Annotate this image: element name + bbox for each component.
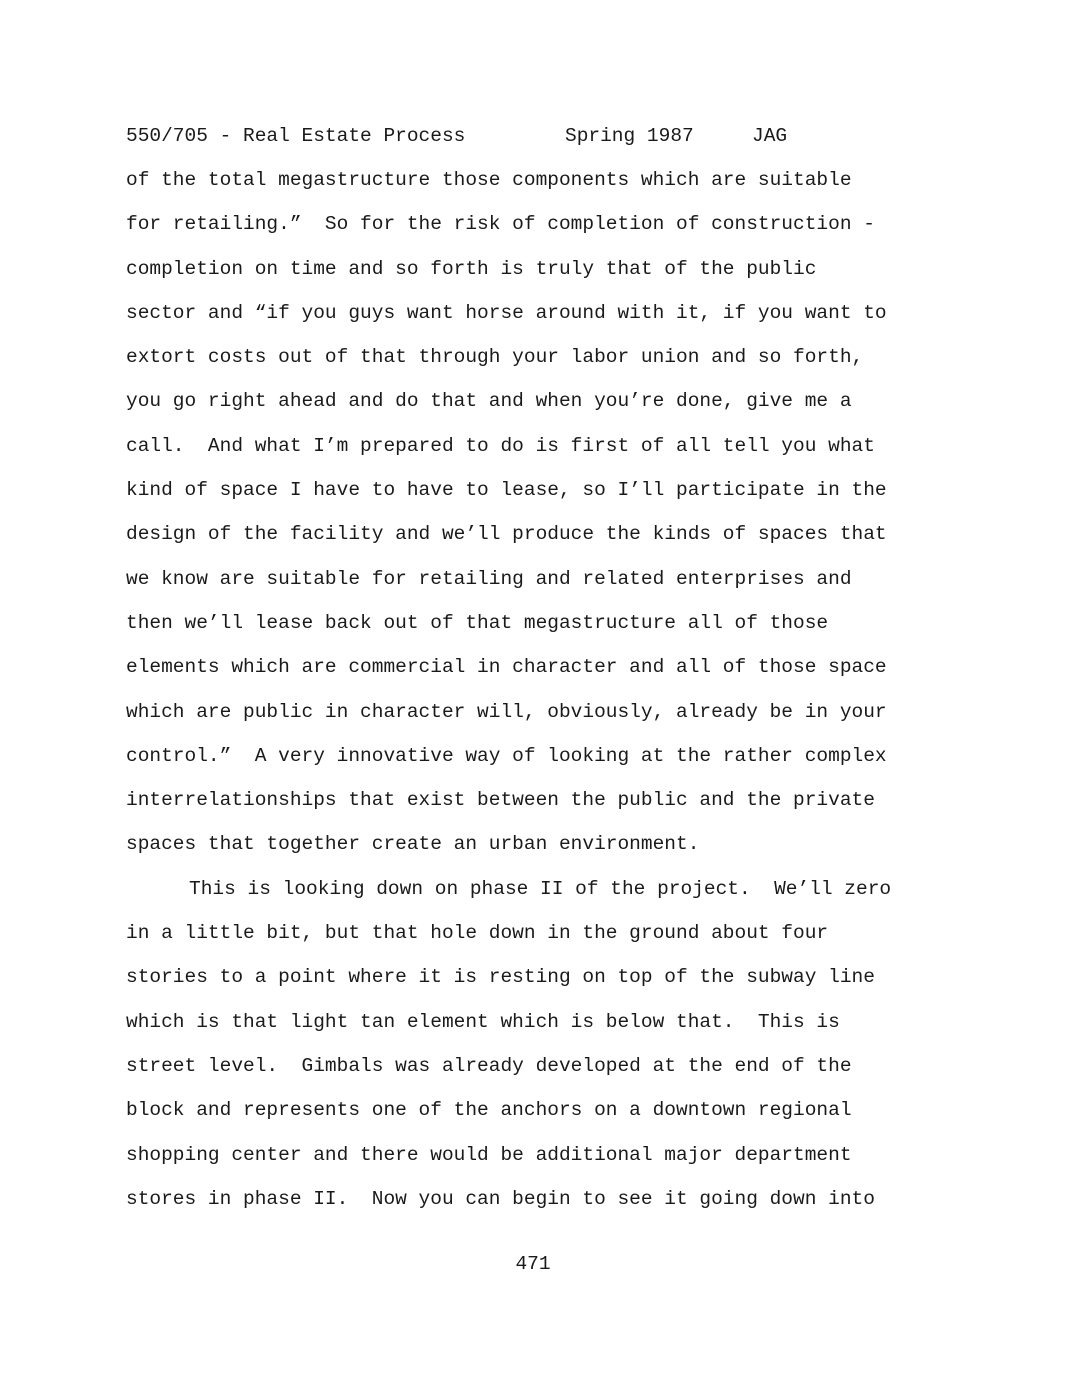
text-line: street level. Gimbals was already developed at the end of the — [126, 1054, 852, 1077]
text-line: elements which are commercial in character and all of those space — [126, 656, 887, 679]
header-term: Spring 1987 — [565, 125, 694, 147]
text-line: shopping center and there would be additional major department — [126, 1143, 852, 1166]
text-line: stories to a point where it is resting on top of the subway line — [126, 966, 875, 989]
text-line: which are public in character will, obviously, already be in your — [126, 700, 887, 723]
text-line: spaces that together create an urban environment. — [126, 833, 700, 856]
running-header — [126, 122, 787, 150]
text-line: sector and “if you guys want horse around with it, if you want to — [126, 301, 887, 324]
header-initials: JAG — [752, 125, 788, 147]
text-line: stores in phase II. Now you can begin to see it going down into — [126, 1187, 875, 1210]
text-line: we know are suitable for retailing and related enterprises and — [126, 567, 852, 590]
page-number: 471 — [515, 1253, 551, 1275]
text-line: call. And what I’m prepared to do is first of all tell you what — [126, 434, 875, 457]
header-course: 550/705 - Real Estate Process — [126, 125, 466, 147]
text-line: block and represents one of the anchors on a downtown regional — [126, 1099, 852, 1122]
body-text — [126, 166, 956, 1229]
text-line: control.” A very innovative way of looking at the rather complex — [126, 744, 887, 767]
text-line: kind of space I have to have to lease, so I’ll participate in the — [126, 479, 887, 502]
text-line: in a little bit, but that hole down in the ground about four — [126, 922, 829, 945]
text-line: which is that light tan element which is below that. This is — [126, 1010, 840, 1033]
text-line: you go right ahead and do that and when you’re done, give me a — [126, 390, 852, 413]
paragraph-first-line: This is looking down on phase II of the project. We’ll zero — [189, 877, 892, 900]
text-line: completion on time and so forth is truly that of the public — [126, 257, 817, 280]
text-line: of the total megastructure those components which are suitable — [126, 169, 852, 191]
text-line: then we’ll lease back out of that megastructure all of those — [126, 611, 829, 634]
text-line: for retailing.” So for the risk of completion of construction - — [126, 213, 875, 236]
text-line: interrelationships that exist between the public and the private — [126, 789, 875, 812]
text-line: design of the facility and we’ll produce the kinds of spaces that — [126, 523, 887, 546]
text-line: extort costs out of that through your labor union and so forth, — [126, 346, 864, 369]
